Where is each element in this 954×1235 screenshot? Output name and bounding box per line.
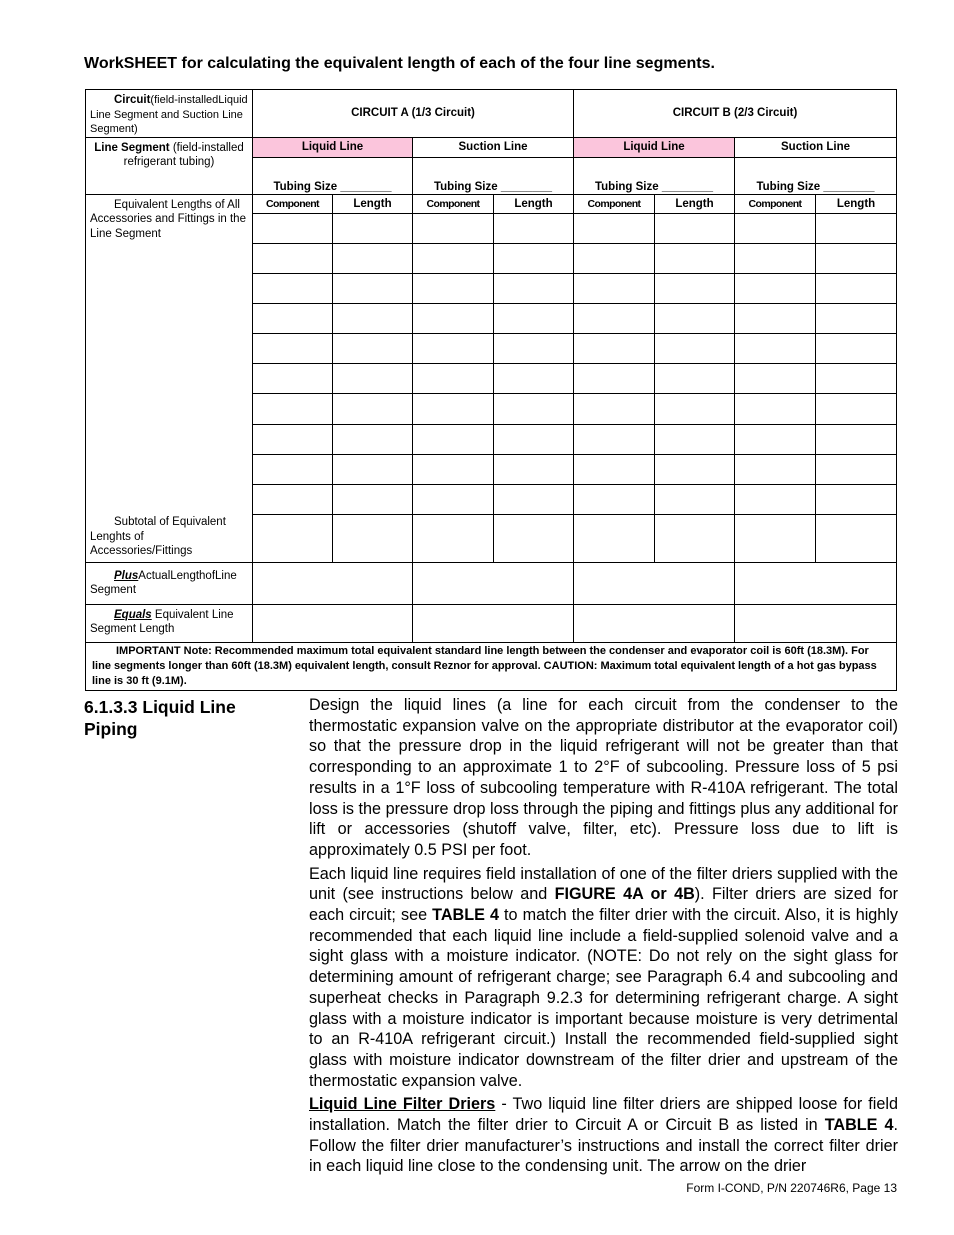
- table-cell[interactable]: [253, 454, 333, 484]
- table-cell[interactable]: [816, 363, 897, 393]
- worksheet-table: [85, 89, 897, 691]
- tubing-size-field[interactable]: Tubing Size ________: [413, 157, 574, 194]
- table-cell[interactable]: [494, 484, 574, 514]
- table-cell[interactable]: [333, 424, 413, 454]
- table-cell[interactable]: [413, 562, 574, 604]
- table-cell[interactable]: [333, 273, 413, 303]
- filter-driers-title: Liquid Line Filter Driers: [309, 1095, 496, 1114]
- table-cell[interactable]: [655, 213, 735, 243]
- table-cell[interactable]: [494, 213, 574, 243]
- table-cell[interactable]: [413, 484, 494, 514]
- table-cell[interactable]: [413, 243, 494, 273]
- table-cell[interactable]: [735, 303, 816, 333]
- table-cell[interactable]: [494, 273, 574, 303]
- table-cell[interactable]: [655, 514, 735, 562]
- table-cell[interactable]: [253, 393, 333, 424]
- table-cell[interactable]: [816, 333, 897, 363]
- table-cell[interactable]: [494, 333, 574, 363]
- table-cell[interactable]: [413, 273, 494, 303]
- table-cell[interactable]: [574, 243, 655, 273]
- table-cell[interactable]: [253, 424, 333, 454]
- table-cell[interactable]: [253, 484, 333, 514]
- table-cell[interactable]: [574, 363, 655, 393]
- table-cell[interactable]: [253, 213, 333, 243]
- table-cell[interactable]: [655, 243, 735, 273]
- table-cell[interactable]: [816, 514, 897, 562]
- table-cell[interactable]: [413, 333, 494, 363]
- table-cell[interactable]: [574, 514, 655, 562]
- table-cell[interactable]: [494, 303, 574, 333]
- plus-actual-length-label: PlusActualLengthofLine Segment: [86, 562, 253, 604]
- component-header: Component: [413, 194, 494, 213]
- subtotal-label: Subtotal of Equivalent Lenghts of Accessories/Fittings: [90, 516, 226, 557]
- table-cell[interactable]: [494, 393, 574, 424]
- table-cell[interactable]: [735, 562, 897, 604]
- table-cell[interactable]: [253, 604, 413, 642]
- table-cell[interactable]: [494, 243, 574, 273]
- table-cell[interactable]: [253, 514, 333, 562]
- table-cell[interactable]: [333, 393, 413, 424]
- table-cell[interactable]: [816, 393, 897, 424]
- table-cell[interactable]: [413, 454, 494, 484]
- table-cell[interactable]: [735, 243, 816, 273]
- table-cell[interactable]: [413, 363, 494, 393]
- table-cell[interactable]: [253, 333, 333, 363]
- table-cell[interactable]: [735, 393, 816, 424]
- table-cell[interactable]: [253, 243, 333, 273]
- table-cell[interactable]: [494, 514, 574, 562]
- tubing-size-field[interactable]: Tubing Size ________: [574, 157, 735, 194]
- circuit-a-suction-line: Suction Line: [413, 137, 574, 157]
- table-cell[interactable]: [655, 273, 735, 303]
- table-cell[interactable]: [494, 363, 574, 393]
- table-cell[interactable]: [413, 213, 494, 243]
- paragraph: Each liquid line requires field installation of one of the filter driers supplied with the unit (see instructions below and FIGURE 4A or 4B). Filter driers are sized for each circuit; see TABLE 4 to match the filter drier with the circuit. Also, it is highly recommended that each liquid line include a field-supplied solenoid valve and a sight glass with a moisture indicator. (NOTE: Do not rely on the sight glass for determining amount of refrigerant charge; see Paragraph 6.4 and subcooling and superheat checks in Paragraph 9.2.3 for determining refrigerant charge. A sight glass with a moisture indicator is important because moisture is very detrimental to an R-410A refrigerant circuit.) Install the recommended field-supplied sight glass with moisture indicator downstream of the filter drier and upstream of the thermostatic expansion valve.: [309, 864, 899, 1090]
- component-header: Component: [574, 194, 655, 213]
- table-cell[interactable]: [333, 484, 413, 514]
- table-cell[interactable]: [655, 303, 735, 333]
- table-cell[interactable]: [413, 514, 494, 562]
- table-cell[interactable]: [574, 604, 735, 642]
- table-cell[interactable]: [333, 454, 413, 484]
- table-cell[interactable]: [655, 333, 735, 363]
- circuit-b-liquid-line: Liquid Line: [574, 137, 735, 157]
- equivalent-lengths-label: Equivalent Lengths of All Accessories and Fittings in the Line Segment Subtotal of Equivalent Lenghts of Accessories/Fittings: [86, 194, 253, 562]
- table-cell[interactable]: [253, 363, 333, 393]
- table-cell[interactable]: [253, 273, 333, 303]
- length-header: Length: [333, 194, 413, 213]
- paragraph: Design the liquid lines (a line for each circuit from the condenser to the thermostatic expansion valve on the appropriate distributor at the evaporator coil) so that the pressure drop in the liquid refrigerant will not be greater than that corresponding to an approximate 1 to 2°F of subcooling. Pressure loss of 5 psi results in a 1°F loss of subcooling temperature with R-410A refrigerant. The total loss is the pressure drop loss through the piping and fittings plus any additional for lift or accessories (shutoff valve, filter, etc). Pressure loss due to lift is approximately 0.5 PSI per foot.: [309, 696, 898, 859]
- length-header: Length: [816, 194, 897, 213]
- table-cell[interactable]: [413, 303, 494, 333]
- line-segment-label: Line Segment (field-installed refrigerant tubing): [86, 137, 253, 194]
- paragraph: Liquid Line Filter Driers - Two liquid line filter driers are shipped loose for field installation. Match the filter drier to Circuit A or Circuit B as listed in TABLE 4. Follow the filter drier manufacturer’s instructions and install the correct filter drier in each liquid line close to the condensing unit. The arrow on the drier: [309, 1095, 899, 1176]
- table-cell[interactable]: [816, 484, 897, 514]
- table-cell[interactable]: [333, 303, 413, 333]
- table-cell[interactable]: [735, 363, 816, 393]
- table-cell[interactable]: [413, 604, 574, 642]
- circuit-b-header: CIRCUIT B (2/3 Circuit): [574, 90, 897, 138]
- component-header: Component: [735, 194, 816, 213]
- table-cell[interactable]: [816, 424, 897, 454]
- table-cell[interactable]: [574, 393, 655, 424]
- worksheet-heading: WorkSHEET for calculating the equivalent length of each of the four line segments.: [84, 55, 715, 72]
- table-cell[interactable]: [253, 303, 333, 333]
- table-cell[interactable]: [574, 273, 655, 303]
- length-header: Length: [494, 194, 574, 213]
- table-cell[interactable]: [735, 604, 897, 642]
- table-cell[interactable]: [655, 393, 735, 424]
- table-cell[interactable]: [253, 562, 413, 604]
- table-cell[interactable]: [574, 424, 655, 454]
- table-cell[interactable]: [333, 213, 413, 243]
- section-body: [309, 695, 898, 1180]
- table-cell[interactable]: [735, 514, 816, 562]
- table-cell[interactable]: [333, 363, 413, 393]
- table-cell[interactable]: [655, 363, 735, 393]
- circuit-a-liquid-line: Liquid Line: [253, 137, 413, 157]
- table-cell[interactable]: [494, 424, 574, 454]
- table-cell[interactable]: [333, 243, 413, 273]
- important-note: IMPORTANT Note: Recommended maximum total equivalent standard line length between the condenser and evaporator coil is 60ft (18.3M). For line segments longer than 60ft (18.3M) equivalent length, consult Reznor for approval. CAUTION: Maximum total equivalent length of a hot gas bypass line is 30 ft (9.1M).: [86, 642, 897, 690]
- table-cell[interactable]: [816, 273, 897, 303]
- table-cell[interactable]: [413, 424, 494, 454]
- page-footer: Form I-COND, P/N 220746R6, Page 13: [686, 1181, 897, 1195]
- table-cell[interactable]: [735, 454, 816, 484]
- table-cell[interactable]: [655, 454, 735, 484]
- table-cell[interactable]: [655, 484, 735, 514]
- section-title: 6.1.3.3 Liquid Line Piping: [84, 697, 236, 739]
- circuit-row-label: Circuit(field-installedLiquid Line Segment and Suction Line Segment): [86, 90, 253, 138]
- table-cell[interactable]: [574, 562, 735, 604]
- table-cell[interactable]: [816, 303, 897, 333]
- table-cell[interactable]: [735, 424, 816, 454]
- tubing-size-field[interactable]: Tubing Size ________: [735, 157, 897, 194]
- table-cell[interactable]: [574, 484, 655, 514]
- tubing-size-field[interactable]: Tubing Size ________: [253, 157, 413, 194]
- table-cell[interactable]: [494, 454, 574, 484]
- circuit-a-header: CIRCUIT A (1/3 Circuit): [253, 90, 574, 138]
- table-cell[interactable]: [574, 333, 655, 363]
- table-cell[interactable]: [735, 484, 816, 514]
- table-cell[interactable]: [655, 424, 735, 454]
- table-cell[interactable]: [735, 273, 816, 303]
- table-cell[interactable]: [816, 243, 897, 273]
- table-cell[interactable]: [413, 393, 494, 424]
- table-cell[interactable]: [816, 454, 897, 484]
- table-cell[interactable]: [574, 303, 655, 333]
- table-cell[interactable]: [333, 514, 413, 562]
- component-header: Component: [253, 194, 333, 213]
- table-cell[interactable]: [333, 333, 413, 363]
- table-cell[interactable]: [735, 333, 816, 363]
- table-cell[interactable]: [574, 454, 655, 484]
- equals-length-label: Equals Equivalent Line Segment Length: [86, 604, 253, 642]
- table-cell[interactable]: [574, 213, 655, 243]
- circuit-b-suction-line: Suction Line: [735, 137, 897, 157]
- table-cell[interactable]: [816, 213, 897, 243]
- table-cell[interactable]: [735, 213, 816, 243]
- length-header: Length: [655, 194, 735, 213]
